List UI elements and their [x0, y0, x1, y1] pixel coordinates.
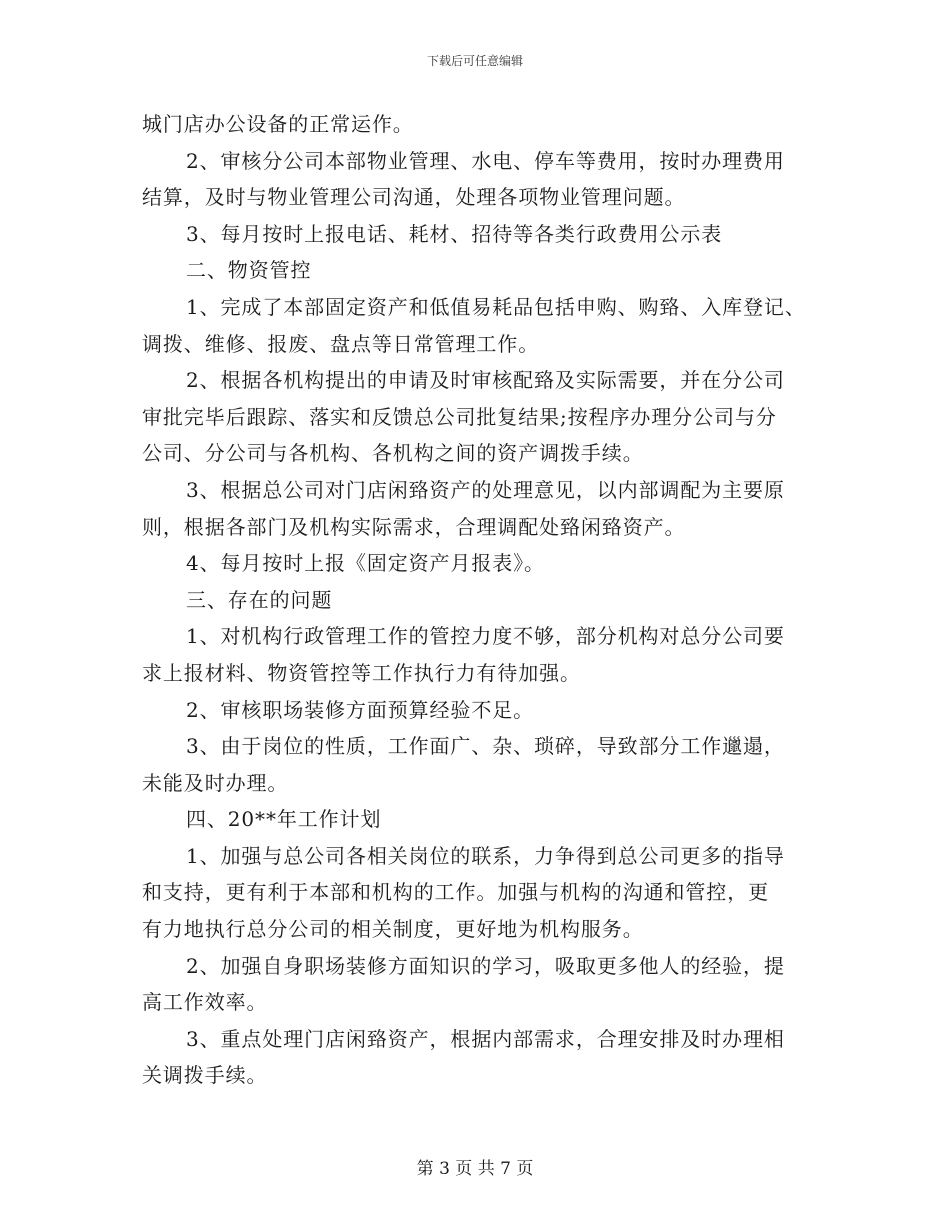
document-body	[142, 106, 822, 1094]
text-line: 1、完成了本部固定资产和低值易耗品包括申购、购臵、入库登记、	[186, 294, 806, 319]
text-line: 城门店办公设备的正常运作。	[142, 112, 414, 136]
text-line: 2、审核分公司本部物业管理、水电、停车等费用，按时办理费用	[186, 148, 785, 173]
text-line: 关调拨手续。	[142, 1063, 268, 1088]
text-line: 2、加强自身职场装修方面知识的学习，吸取更多他人的经验，提	[186, 953, 785, 978]
text-line: 3、由于岗位的性质，工作面广、杂、琐碎，导致部分工作邋遢，	[186, 734, 785, 759]
text-line: 1、加强与总公司各相关岗位的联系，力争得到总公司更多的指导	[186, 843, 785, 868]
text-line: 4、每月按时上报《固定资产月报表》。	[186, 551, 545, 576]
text-line: 1、对机构行政管理工作的管控力度不够，部分机构对总分公司要	[186, 624, 785, 649]
text-line: 求上报材料、物资管控等工作执行力有待加强。	[142, 660, 581, 685]
text-line: 有力地执行总分公司的相关制度，更好地为机构服务。	[142, 917, 644, 942]
text-line: 2、根据各机构提出的申请及时审核配臵及实际需要，并在分公司	[186, 368, 785, 393]
page-number-footer: 第 3 页 共 7 页	[416, 1159, 534, 1179]
text-line: 3、根据总公司对门店闲臵资产的处理意见，以内部调配为主要原	[186, 477, 785, 502]
text-line: 未能及时办理。	[142, 770, 289, 795]
text-line: 四、20**年工作计划	[186, 807, 382, 832]
header-note: 下载后可任意编辑	[426, 54, 523, 68]
text-line: 3、每月按时上报电话、耗材、招待等各类行政费用公示表	[186, 221, 723, 246]
text-line: 高工作效率。	[142, 990, 268, 1015]
text-line: 三、存在的问题	[186, 587, 333, 612]
text-line: 公司、分公司与各机构、各机构之间的资产调拨手续。	[142, 441, 644, 466]
text-line: 审批完毕后跟踪、落实和反馈总公司批复结果;按程序办理分公司与分	[142, 404, 777, 429]
text-line: 则，根据各部门及机构实际需求，合理调配处臵闲臵资产。	[142, 514, 686, 539]
text-line: 结算，及时与物业管理公司沟通，处理各项物业管理问题。	[142, 185, 686, 210]
text-line: 二、物资管控	[186, 258, 312, 283]
text-line: 调拨、维修、报废、盘点等日常管理工作。	[142, 331, 540, 356]
text-line: 2、审核职场装修方面预算经验不足。	[186, 697, 535, 722]
text-line: 3、重点处理门店闲臵资产，根据内部需求，合理安排及时办理相	[186, 1026, 785, 1051]
text-line: 和支持，更有利于本部和机构的工作。加强与机构的沟通和管控，更	[142, 880, 769, 905]
